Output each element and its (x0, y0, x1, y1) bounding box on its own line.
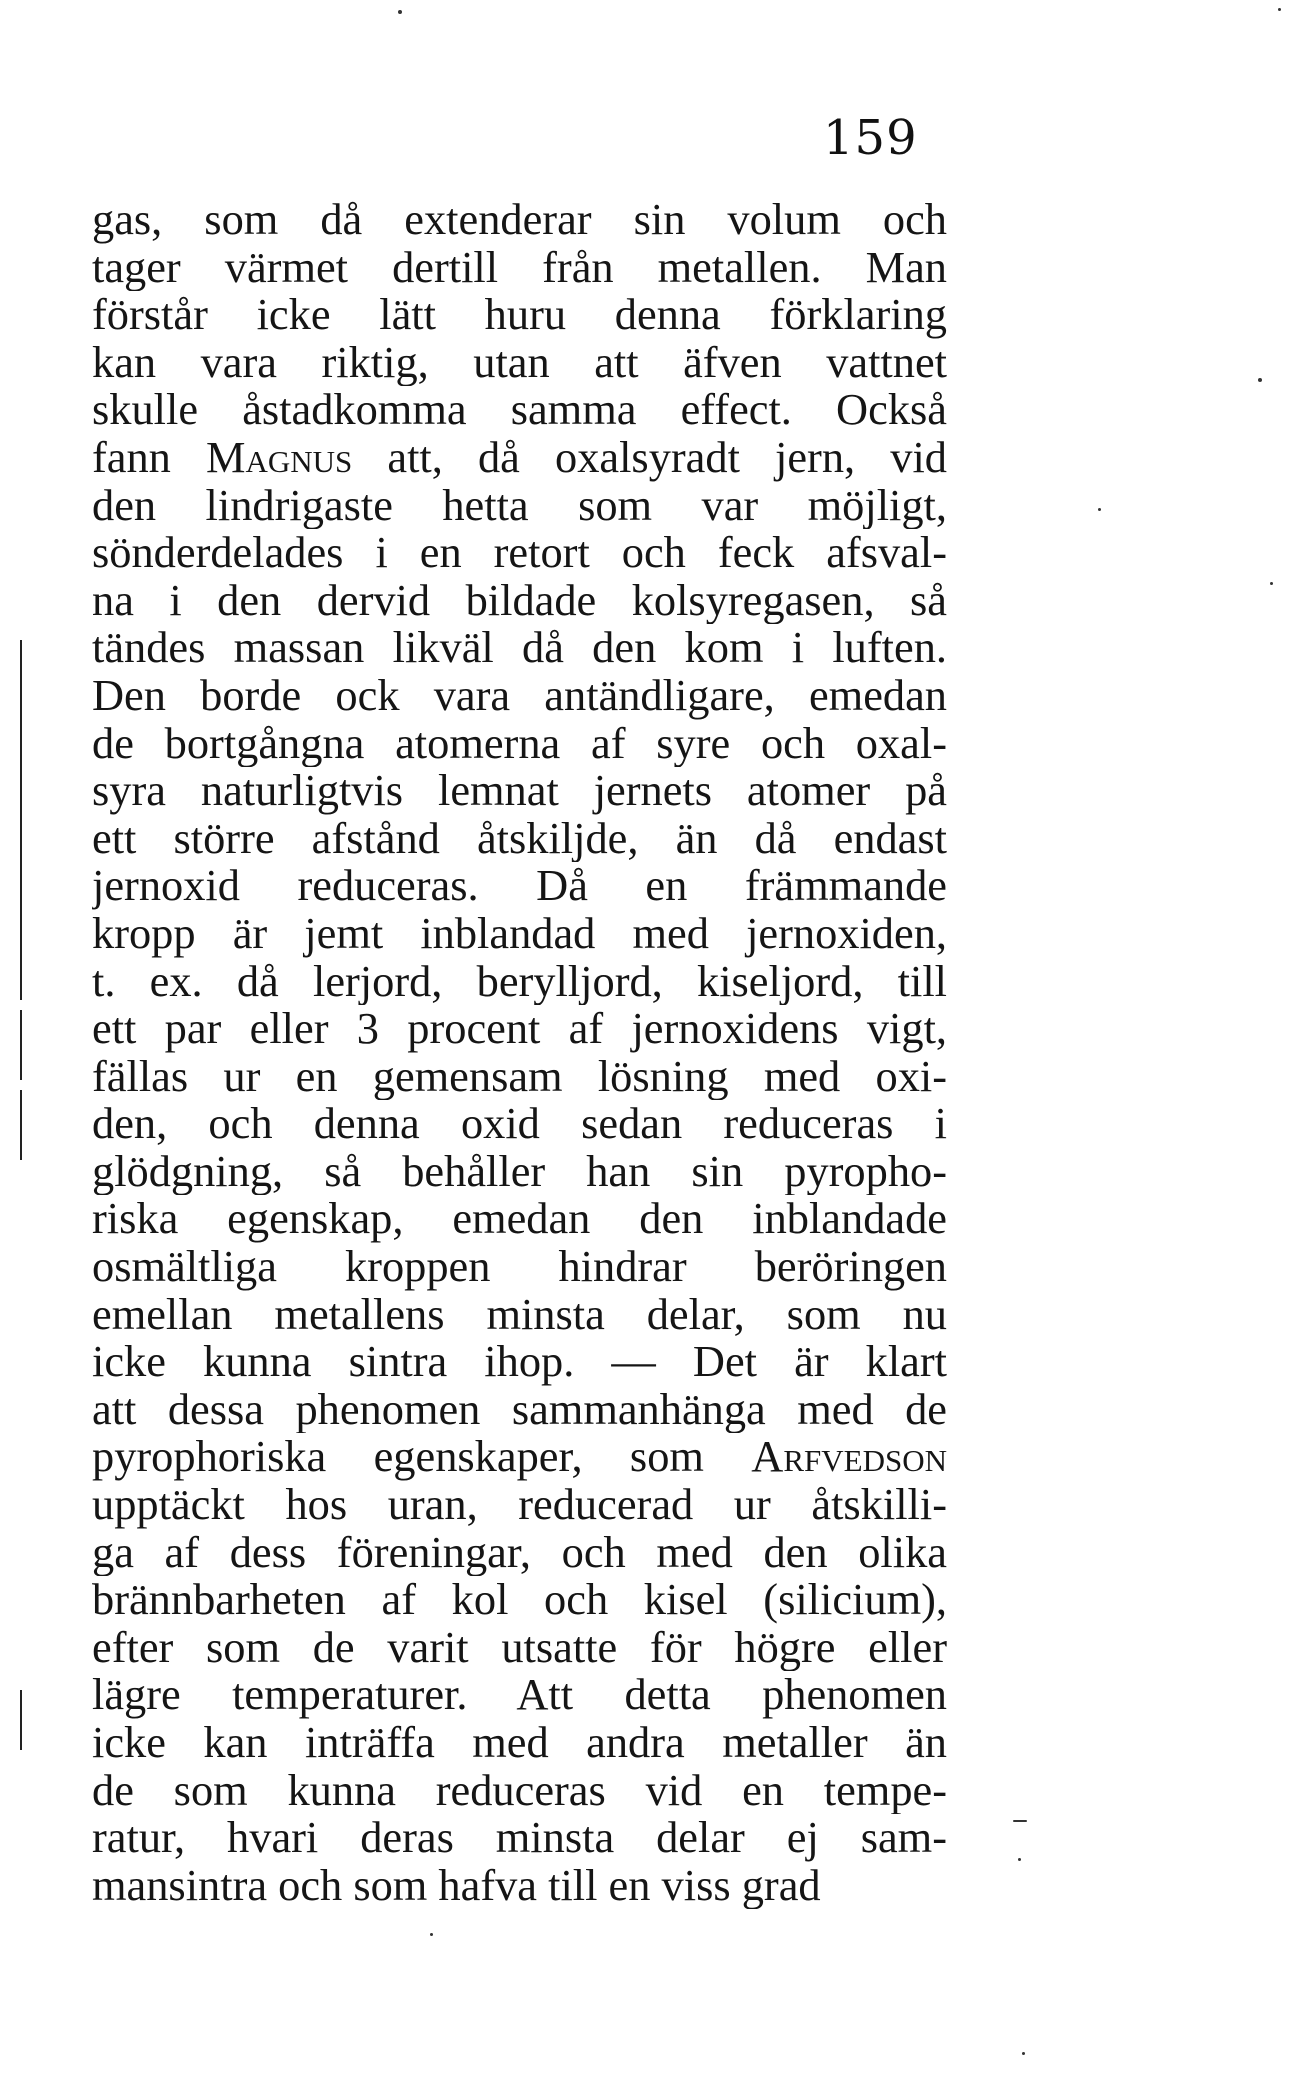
ink-speck (1022, 2052, 1025, 2055)
left-margin-rule (20, 1090, 22, 1160)
text-line: syra naturligtvis lemnat jernets atomer på (92, 767, 947, 815)
text-line: den lindrigaste hetta som var möjligt, (92, 481, 947, 530)
text-line: Den borde ock vara antändligare, emedan (92, 671, 947, 720)
ink-speck (398, 10, 402, 14)
text-line: mansintra och som hafva till en viss grad (92, 1861, 821, 1910)
left-margin-rule (20, 1010, 22, 1080)
left-margin-rule (20, 1690, 22, 1750)
ink-speck (1013, 1820, 1027, 1822)
text-line: riska egenskap, emedan den inblandade (92, 1195, 947, 1244)
ink-speck (1278, 8, 1281, 11)
text-line: upptäckt hos uran, reducerad ur åtskilli- (92, 1481, 947, 1529)
text-line: kan vara riktig, utan att äfven vattnet (92, 338, 947, 387)
text-line: ga af dess föreningar, och med den olika (92, 1528, 947, 1577)
proper-name: Magnus (206, 433, 353, 482)
left-margin-rule (20, 640, 22, 1000)
text-line: ratur, hvari deras minsta delar ej sam- (92, 1814, 947, 1862)
text-line: gas, som då extenderar sin volum och (92, 196, 947, 244)
text-line: förstår icke lätt huru denna förklaring (92, 291, 947, 339)
text-line: t. ex. då lerjord, berylljord, kiseljord, till (92, 957, 947, 1006)
ink-speck (1018, 1858, 1021, 1861)
ink-speck (1258, 378, 1262, 382)
body-text (92, 196, 947, 1909)
text-line: lägre temperaturer. Att detta phenomen (92, 1671, 947, 1719)
text-line: ett större afstånd åtskiljde, än då endast (92, 814, 947, 863)
text-line: tändes massan likväl då den kom i luften. (92, 624, 947, 672)
text-line: de bortgångna atomerna af syre och oxal- (92, 719, 947, 768)
text-line: sönderdelades i en retort och feck afsval- (92, 529, 947, 577)
text-line: kropp är jemt inblandad med jernoxiden, (92, 909, 947, 958)
text-line: na i den dervid bildade kolsyregasen, så (92, 576, 947, 625)
text-line: efter som de varit utsatte för högre eller (92, 1623, 947, 1672)
text-line: skulle åstadkomma samma effect. Också (92, 386, 947, 434)
ink-speck (1270, 582, 1273, 585)
text-line: fann Magnus att, då oxalsyradt jern, vid (92, 433, 947, 482)
text-line: icke kan inträffa med andra metaller än (92, 1719, 947, 1767)
ink-speck (1098, 508, 1101, 511)
page-number: 159 (823, 110, 918, 166)
text-line: ett par eller 3 procent af jernoxidens vigt, (92, 1005, 947, 1053)
text-line: icke kunna sintra ihop. — Det är klart (92, 1338, 947, 1386)
text-line: osmältliga kroppen hindrar beröringen (92, 1243, 947, 1291)
ink-speck (430, 1933, 433, 1936)
text-line: den, och denna oxid sedan reduceras i (92, 1100, 947, 1148)
text-line: jernoxid reduceras. Då en främmande (92, 862, 947, 910)
text-line: tager värmet dertill från metallen. Man (92, 243, 947, 292)
text-line: emellan metallens minsta delar, som nu (92, 1290, 947, 1339)
text-line: pyrophoriska egenskaper, som Arfvedson (92, 1433, 947, 1482)
proper-name: Arfvedson (751, 1433, 947, 1482)
text-line: fällas ur en gemensam lösning med oxi- (92, 1052, 947, 1101)
text-line: de som kunna reduceras vid en tempe- (92, 1766, 947, 1815)
text-line: glödgning, så behåller han sin pyropho- (92, 1147, 947, 1196)
text-line: brännbarheten af kol och kisel (silicium), (92, 1576, 947, 1624)
text-line: att dessa phenomen sammanhänga med de (92, 1385, 947, 1434)
